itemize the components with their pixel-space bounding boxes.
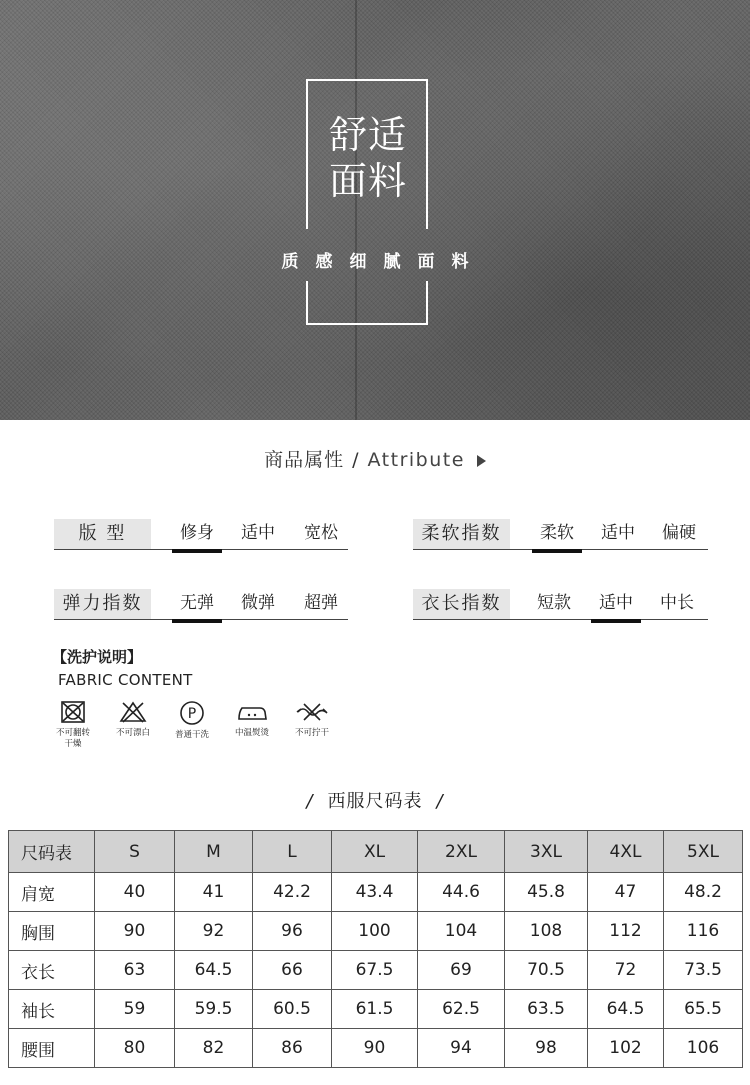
size-cell: 64.5 bbox=[175, 951, 253, 990]
size-cell: 86 bbox=[253, 1029, 332, 1068]
size-chart-title bbox=[0, 787, 750, 813]
size-header-cell: 尺码表 bbox=[9, 831, 95, 873]
selected-marker bbox=[591, 619, 641, 623]
attribute-option-text: 宽松 bbox=[304, 523, 338, 543]
size-header-cell: XL bbox=[332, 831, 418, 873]
iron-medium-icon bbox=[236, 700, 268, 724]
size-cell: 66 bbox=[253, 951, 332, 990]
size-cell: 80 bbox=[95, 1029, 175, 1068]
attribute-option-text: 适中 bbox=[601, 523, 635, 543]
frame-bottom-line bbox=[306, 323, 428, 325]
size-header-cell: M bbox=[175, 831, 253, 873]
no-tumble-dry-icon bbox=[60, 700, 86, 724]
size-cell: 59 bbox=[95, 990, 175, 1029]
dry-clean-icon bbox=[179, 700, 205, 726]
size-cell: 63 bbox=[95, 951, 175, 990]
care-label-line: 不可拧干 bbox=[294, 728, 329, 738]
attribute-option bbox=[652, 589, 702, 617]
no-bleach-icon bbox=[119, 700, 147, 724]
size-cell: 63.5 bbox=[505, 990, 588, 1029]
size-cell: 72 bbox=[588, 951, 664, 990]
attribute-option-text: 适中 bbox=[241, 523, 275, 543]
frame-right-line bbox=[426, 79, 428, 229]
attribute-length bbox=[413, 589, 708, 625]
size-header-row bbox=[9, 831, 743, 873]
table-row bbox=[9, 873, 743, 912]
size-cell: 41 bbox=[175, 873, 253, 912]
size-cell: 96 bbox=[253, 912, 332, 951]
care-item-no-tumble-dry bbox=[43, 700, 103, 750]
size-cell: 90 bbox=[332, 1029, 418, 1068]
size-cell: 65.5 bbox=[664, 990, 743, 1029]
size-row-label: 袖长 bbox=[9, 990, 95, 1029]
attribute-option-text: 微弹 bbox=[241, 593, 275, 613]
size-header-cell: 5XL bbox=[664, 831, 743, 873]
frame-right-lower-line bbox=[426, 281, 428, 325]
size-row-label: 腰围 bbox=[9, 1029, 95, 1068]
size-cell: 92 bbox=[175, 912, 253, 951]
size-cell: 100 bbox=[332, 912, 418, 951]
attribute-option bbox=[593, 519, 643, 547]
care-label-line: 不可翻转 bbox=[55, 728, 90, 738]
attribute-label: 弹力指数 bbox=[54, 589, 151, 619]
size-header-cell: 3XL bbox=[505, 831, 588, 873]
attribute-option-text: 适中 bbox=[599, 593, 633, 613]
size-cell: 102 bbox=[588, 1029, 664, 1068]
care-instructions-title: 【洗护说明】 bbox=[52, 648, 143, 666]
size-cell: 60.5 bbox=[253, 990, 332, 1029]
care-item-dry-clean bbox=[162, 700, 222, 741]
hero-title-line-1: 舒适 bbox=[328, 113, 407, 157]
size-cell: 43.4 bbox=[332, 873, 418, 912]
hero-title bbox=[318, 112, 418, 204]
care-label-line: 普通干洗 bbox=[174, 730, 209, 740]
size-chart-table bbox=[8, 830, 743, 1068]
care-label-line: 干燥 bbox=[64, 739, 82, 749]
size-cell: 44.6 bbox=[418, 873, 505, 912]
care-label-line: 中温熨烫 bbox=[234, 728, 269, 738]
size-cell: 116 bbox=[664, 912, 743, 951]
play-arrow-icon bbox=[477, 455, 486, 467]
size-cell: 90 bbox=[95, 912, 175, 951]
size-cell: 70.5 bbox=[505, 951, 588, 990]
attribute-option-text: 柔软 bbox=[540, 523, 574, 543]
attribute-option-text: 无弹 bbox=[180, 593, 214, 613]
attribute-option-text: 偏硬 bbox=[662, 523, 696, 543]
attribute-title-cn: 商品属性 bbox=[264, 449, 345, 471]
size-cell: 112 bbox=[588, 912, 664, 951]
selected-marker bbox=[172, 619, 222, 623]
attribute-elasticity bbox=[54, 589, 348, 625]
size-cell: 61.5 bbox=[332, 990, 418, 1029]
size-cell: 48.2 bbox=[664, 873, 743, 912]
selected-marker bbox=[172, 549, 222, 553]
svg-text:P: P bbox=[187, 706, 197, 722]
care-label bbox=[282, 728, 342, 739]
attribute-option-text: 修身 bbox=[180, 523, 214, 543]
table-row bbox=[9, 1029, 743, 1068]
attribute-option bbox=[233, 589, 283, 617]
attribute-baseline bbox=[413, 619, 708, 620]
size-title-slash: / bbox=[436, 791, 444, 812]
size-header-cell: 2XL bbox=[418, 831, 505, 873]
size-cell: 69 bbox=[418, 951, 505, 990]
attribute-option bbox=[296, 589, 346, 617]
size-cell: 45.8 bbox=[505, 873, 588, 912]
size-title-slash: / bbox=[306, 791, 314, 812]
attribute-label: 柔软指数 bbox=[413, 519, 510, 549]
hero-subtitle: 质感细腻面料 bbox=[281, 252, 486, 272]
frame-left-line bbox=[306, 79, 308, 229]
care-label bbox=[222, 728, 282, 739]
attribute-option-text: 超弹 bbox=[304, 593, 338, 613]
attribute-title-en: Attribute bbox=[367, 449, 465, 471]
size-row-label: 胸围 bbox=[9, 912, 95, 951]
fabric-content-title: FABRIC CONTENT bbox=[58, 671, 193, 689]
size-header-cell: L bbox=[253, 831, 332, 873]
attribute-label: 衣长指数 bbox=[413, 589, 510, 619]
attribute-option-text: 中长 bbox=[660, 593, 694, 613]
table-row bbox=[9, 990, 743, 1029]
hero-title-line-2: 面料 bbox=[328, 159, 407, 203]
attribute-option-text: 短款 bbox=[537, 593, 571, 613]
attribute-option bbox=[233, 519, 283, 547]
table-row bbox=[9, 912, 743, 951]
attribute-option-selected bbox=[532, 519, 582, 547]
attribute-title-slash: / bbox=[352, 449, 360, 471]
size-cell: 98 bbox=[505, 1029, 588, 1068]
care-item-no-wring bbox=[282, 700, 342, 739]
fabric-hero-image bbox=[0, 0, 750, 420]
attribute-label: 版 型 bbox=[54, 519, 151, 549]
size-header-cell: 4XL bbox=[588, 831, 664, 873]
size-row-label: 衣长 bbox=[9, 951, 95, 990]
care-label bbox=[103, 728, 163, 739]
attribute-option-selected bbox=[172, 519, 222, 547]
size-cell: 59.5 bbox=[175, 990, 253, 1029]
size-cell: 67.5 bbox=[332, 951, 418, 990]
frame-top-line bbox=[306, 79, 428, 81]
size-cell: 82 bbox=[175, 1029, 253, 1068]
size-cell: 73.5 bbox=[664, 951, 743, 990]
size-cell: 40 bbox=[95, 873, 175, 912]
care-item-iron-medium bbox=[222, 700, 282, 739]
size-cell: 94 bbox=[418, 1029, 505, 1068]
selected-marker bbox=[532, 549, 582, 553]
size-cell: 64.5 bbox=[588, 990, 664, 1029]
size-cell: 104 bbox=[418, 912, 505, 951]
attribute-fit bbox=[54, 519, 348, 555]
care-label-line: 不可漂白 bbox=[115, 728, 150, 738]
frame-left-lower-line bbox=[306, 281, 308, 325]
attribute-section-title bbox=[0, 445, 750, 472]
attribute-option bbox=[654, 519, 704, 547]
attribute-option bbox=[296, 519, 346, 547]
attribute-option-selected bbox=[172, 589, 222, 617]
size-header-cell: S bbox=[95, 831, 175, 873]
size-cell: 108 bbox=[505, 912, 588, 951]
care-label bbox=[162, 730, 222, 741]
attribute-option-selected bbox=[591, 589, 641, 617]
size-cell: 47 bbox=[588, 873, 664, 912]
size-row-label: 肩宽 bbox=[9, 873, 95, 912]
care-item-no-bleach bbox=[103, 700, 163, 739]
size-cell: 42.2 bbox=[253, 873, 332, 912]
table-row bbox=[9, 951, 743, 990]
care-label bbox=[43, 728, 103, 750]
size-title-text: 西服尺码表 bbox=[327, 791, 423, 812]
no-wring-icon bbox=[295, 700, 329, 724]
size-cell: 62.5 bbox=[418, 990, 505, 1029]
attribute-option bbox=[529, 589, 579, 617]
size-cell: 106 bbox=[664, 1029, 743, 1068]
attribute-softness bbox=[413, 519, 708, 555]
